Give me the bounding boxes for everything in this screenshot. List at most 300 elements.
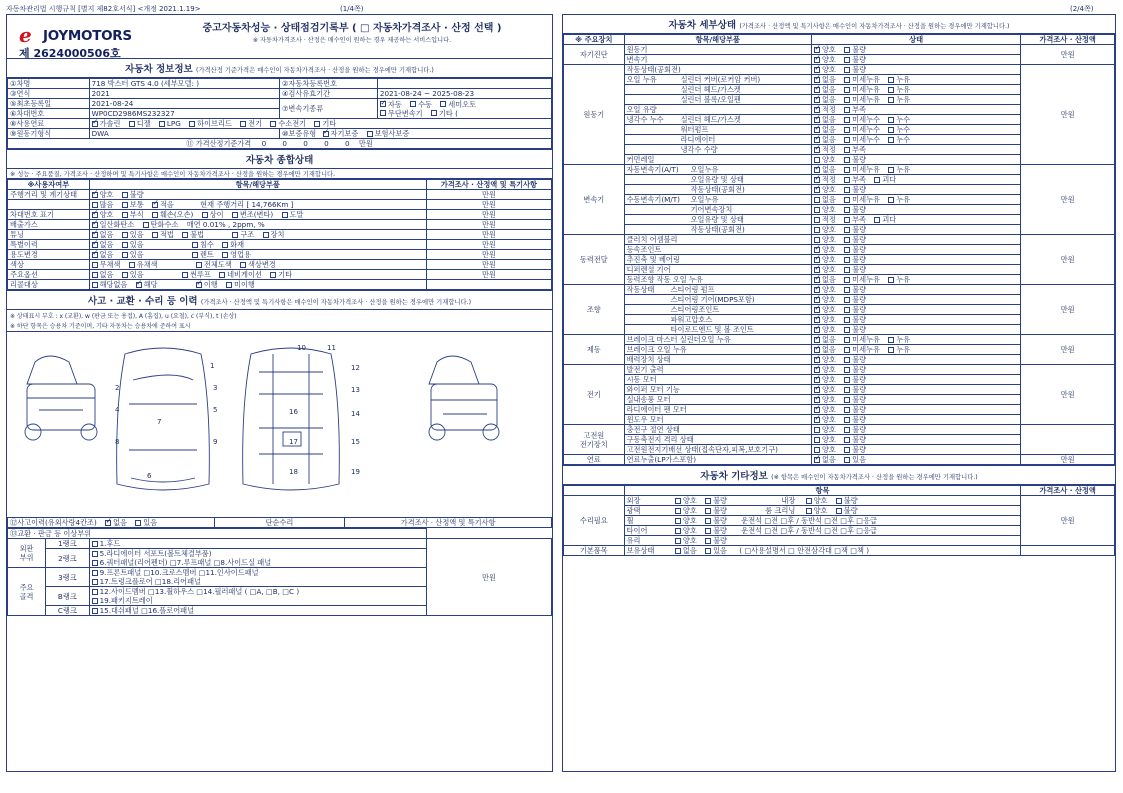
state-mt-gear [811,205,1020,215]
booster-good[interactable]: ✓ 양호 [814,355,836,364]
exchange-price: 만원 [426,539,551,616]
differential-bad[interactable]: 불량 [844,265,866,274]
label-firstreg: ⑤최초등록일 [8,99,90,109]
engine-diag-good[interactable]: ✓ 양호 [814,45,836,54]
basic-info-table [7,78,552,149]
accident-note: (가격조사 · 산정액 및 특기사항은 매수인이 자동차가격조사 · 산정을 원하는 경우에만 기재합니다.) [200,299,472,306]
fuel-hybrid[interactable]: 하이브리드 [189,119,232,128]
steering-joint-good[interactable]: ✓ 양호 [814,305,836,314]
item-steering-gear: 스티어링 기어(MDPS포함) [624,295,811,305]
label-simple-repair: 단순수리 [214,518,345,528]
cleaning-good[interactable]: 양호 [806,506,828,515]
item-mt-gear: 기어변속장치 [624,205,811,215]
usage-commercial[interactable]: 영업용 [222,250,251,259]
row-label-tuning: 튜닝 [8,230,90,240]
accident-yes[interactable]: 있음 [135,518,157,527]
state-at-oil [811,175,1020,185]
label-carname: ①차명 [8,79,90,89]
recall-notdone[interactable]: 미이행 [226,280,255,289]
price-base-cell [8,139,552,149]
row-label-color: 색상 [8,260,90,270]
vin-altered[interactable]: 변조(변타) [232,210,273,219]
row-value-recall [89,280,426,290]
starter-good[interactable]: ✓ 양호 [814,375,836,384]
oil-leak-1-none[interactable]: ✓ 없음 [814,75,836,84]
mileage-many[interactable]: 많음 [92,200,114,209]
fuel-electric[interactable]: 전기 [240,119,262,128]
table-row [564,425,1115,435]
ps-leak-leak[interactable]: 누유 [888,275,910,284]
state-steering-joint [811,305,1020,315]
power-hose-good[interactable]: ✓ 양호 [814,315,836,324]
polish-good[interactable]: 양호 [675,506,697,515]
opt-etc[interactable]: 기타 ( [431,109,458,118]
page-number-left: (1/4쪽) [340,5,364,13]
mt-leak-minor[interactable]: 미세누유 [844,195,880,204]
options-sunroof[interactable]: 썬루프 [182,270,211,279]
table-row [8,539,552,549]
table-row [564,235,1115,245]
group-frame: 주요 골격 [8,568,46,616]
warranty-cell [279,129,551,139]
item-at-leak: 자동변속기(A/T) 오일누유 [624,165,811,175]
coolant-3-leak[interactable]: 누수 [888,135,910,144]
table-row [8,260,552,270]
label-warranty: ⑩보증유형 [281,129,317,138]
at-idle-good[interactable]: ✓ 양호 [814,185,836,194]
basic-info-note: (가격산정 기준가격은 매수인이 자동차가격조사 · 산정을 원하는 경우에만 기재합니다.) [196,67,434,74]
clutch-good[interactable]: 양호 [814,235,836,244]
label-regno: ②자동차등록번호 [279,79,377,89]
history-fire[interactable]: 화재 [222,240,244,249]
item-blower: 실내송풍 모터 [624,395,811,405]
svg-text:19: 19 [351,468,360,476]
oil-amount-low[interactable]: 부족 [844,105,866,114]
table-row [8,270,552,280]
fuel-etc[interactable]: 기타 [314,119,336,128]
price-powertrain: 만원 [1021,235,1115,285]
coolant-2-none[interactable]: ✓ 없음 [814,125,836,134]
state-blower [811,395,1020,405]
table-row [564,165,1115,175]
usage-rental[interactable]: 렌트 [192,250,214,259]
alternator-bad[interactable]: 불량 [844,365,866,374]
history-flood[interactable]: 침수 [192,240,214,249]
mileage-good[interactable]: ✓ 양호 [92,190,114,199]
price-vin: 만원 [426,210,551,220]
vin-different[interactable]: 상이 [202,210,224,219]
at-idle-bad[interactable]: 불량 [844,185,866,194]
propshaft-good[interactable]: ✓ 양호 [814,255,836,264]
history-yes[interactable]: 있음 [122,240,144,249]
steering-gear-good[interactable]: ✓ 양호 [814,295,836,304]
opt-cvt[interactable]: 무단변속기 [380,109,423,118]
row-label-usage: 용도변경 [8,250,90,260]
color-achromatic[interactable]: 무채색 [92,260,121,269]
steering-pump-bad[interactable]: 불량 [844,285,866,294]
at-oil-over[interactable]: 괴다 [874,175,896,184]
ps-leak-minor[interactable]: 미세누유 [844,275,880,284]
mt-gear-bad[interactable]: 불량 [844,205,866,214]
tierod-good[interactable]: ✓ 양호 [814,325,836,334]
wiper-good[interactable]: ✓ 양호 [814,385,836,394]
glass-good[interactable]: 양호 [675,536,697,545]
alternator-good[interactable]: ✓ 양호 [814,365,836,374]
battery-isolation-bad[interactable]: 불량 [844,435,866,444]
item-cvjoint: 등속조인트 [624,245,811,255]
section-transmission: 변속기 [564,165,625,235]
window-motor-good[interactable]: ✓ 양호 [814,415,836,424]
oil-leak-3-minor[interactable]: 미세누유 [844,95,880,104]
item-differential: 디퍼렌셜 기어 [624,265,811,275]
svg-text:3: 3 [213,384,218,392]
group-repair-needed: 수리필요 [564,496,625,546]
starter-bad[interactable]: 불량 [844,375,866,384]
col-other-group [564,486,625,496]
fuel-leak-none[interactable]: ✓ 없음 [814,455,836,464]
polish-bad[interactable]: 불량 [705,506,727,515]
options-none[interactable]: 없음 [92,270,114,279]
value-engine-type: DWA [89,129,279,139]
parts-rank-b: 12.사이드멤버 □13.휠하우스 □14.필러패널 ( □A, □B, □C ) 19.패키지트레이 [89,587,426,606]
section-fuel: 연료 [564,455,625,465]
steering-gear-bad[interactable]: 불량 [844,295,866,304]
battery-isolation-good[interactable]: 양호 [814,435,836,444]
svg-text:7: 7 [157,418,162,426]
item-coolant-2: 워터펌프 [624,125,811,135]
vin-corrosion[interactable]: 부식 [122,210,144,219]
charge-port-bad[interactable]: 불량 [844,425,866,434]
accident-legend-2: ※ 하단 항목은 승용차 기준이며, 기타 자동차는 승용차에 준하여 표시 [7,321,552,332]
opt-auto[interactable]: ✓ 자동 [380,100,402,109]
rank-c: C랭크 [46,606,90,616]
svg-text:11: 11 [327,344,336,352]
at-oil-low[interactable]: 부족 [844,175,866,184]
price-emission: 만원 [426,220,551,230]
interior-bad[interactable]: 불량 [836,496,858,505]
radiator-fan-bad[interactable]: 불량 [844,405,866,414]
usage-yes[interactable]: 있음 [122,250,144,259]
propshaft-bad[interactable]: 불량 [844,255,866,264]
exterior-bad[interactable]: 불량 [705,496,727,505]
svg-text:18: 18 [289,468,298,476]
oil-leak-2-none[interactable]: ✓ 없음 [814,85,836,94]
table-header-row [564,35,1115,45]
wiper-bad[interactable]: 불량 [844,385,866,394]
engine-diag-bad[interactable]: 불량 [844,45,866,54]
booster-bad[interactable]: 불량 [844,355,866,364]
radiator-fan-good[interactable]: ✓ 양호 [814,405,836,414]
row-value-color [89,260,426,270]
oil-leak-1-minor[interactable]: 미세누유 [844,75,880,84]
tire-positions[interactable]: 운전석 □전 □후 / 동반석 □전 □후 □응급 [741,526,877,535]
price-fuel: 만원 [1021,455,1115,465]
wheel-good[interactable]: 양호 [675,516,697,525]
item-trans-diag: 변속기 [624,55,811,65]
fuel-leak-yes[interactable]: 있음 [844,455,866,464]
at-leak-leak[interactable]: 누유 [888,165,910,174]
opt-manual[interactable]: 수동 [410,100,432,109]
item-window-motor: 윈도우 모터 [624,415,811,425]
label-accident-price-note: 가격조사 · 산정액 및 특기사항 [345,518,552,528]
table-row [8,119,552,129]
mt-gear-good[interactable]: 양호 [814,205,836,214]
coolant-1-none[interactable]: ✓ 없음 [814,115,836,124]
mt-oil-low[interactable]: 부족 [844,215,866,224]
vin-damaged[interactable]: 훼손(오손) [152,210,193,219]
state-differential [811,265,1020,275]
wheel-bad[interactable]: 불량 [705,516,727,525]
recall-yes[interactable]: ✓ 해당 [136,280,158,289]
steering-joint-bad[interactable]: 불량 [844,305,866,314]
mt-leak-none[interactable]: 없음 [814,195,836,204]
vehicle-diagram [7,332,552,517]
oil-leak-2-minor[interactable]: 미세누유 [844,85,880,94]
svg-text:9: 9 [213,438,218,446]
row-value-emission [89,220,426,230]
brake-master-minor[interactable]: 미세누유 [844,335,880,344]
options-yes[interactable]: 있음 [122,270,144,279]
tire-bad[interactable]: 불량 [705,526,727,535]
label-transmission: ⑦변속기종류 [279,99,377,119]
mt-oil-over[interactable]: 괴다 [874,215,896,224]
table-row [8,230,552,240]
color-changed[interactable]: 색상변경 [240,260,276,269]
logo-mark: e [19,23,32,47]
row-label-history: 특별이력 [8,240,90,250]
blower-bad[interactable]: 불량 [844,395,866,404]
brake-oil-minor[interactable]: 미세누유 [844,345,880,354]
tuning-structure[interactable]: 구조 [232,230,254,239]
commonrail-bad[interactable]: 불량 [844,155,866,164]
detail-title: 자동차 세부상태 [668,20,737,31]
coolant-2-minor[interactable]: 미세누수 [844,125,880,134]
exterior-good[interactable]: 양호 [675,496,697,505]
state-engine-idle [811,65,1020,75]
oil-leak-1-leak[interactable]: 누유 [888,75,910,84]
other-title: 자동차 기타정보 [700,471,768,482]
value-vin: WP0CD2986MS232327 [89,109,279,119]
rank-2: 2랭크 [46,549,90,568]
state-clutch [811,235,1020,245]
tuning-legal[interactable]: 적법 [152,230,174,239]
table-row [8,250,552,260]
coolant-3-none[interactable]: ✓ 없음 [814,135,836,144]
tuning-yes[interactable]: 있음 [122,230,144,239]
label-engine-type: ⑨원동기형식 [8,129,90,139]
svg-text:2: 2 [115,384,120,392]
warranty-self[interactable]: ✓ 자기보증 [323,129,359,138]
at-leak-none[interactable]: ✓ 없음 [814,165,836,174]
basic-items-yes[interactable]: 있음 [705,546,727,555]
glass-bad[interactable]: 불량 [705,536,727,545]
coolant-3-minor[interactable]: 미세누수 [844,135,880,144]
fuel-diesel[interactable]: 디젤 [129,119,151,128]
price-self-diagnosis: 만원 [1021,45,1115,65]
brake-oil-none[interactable]: ✓ 없음 [814,345,836,354]
tuning-illegal[interactable]: 불법 [182,230,204,239]
svg-text:14: 14 [351,410,360,418]
table-row [8,190,552,200]
item-mt-idle: 작동상태(공회전) [624,225,811,235]
engine-idle-bad[interactable]: 불량 [844,65,866,74]
state-wiper [811,385,1020,395]
table-row [8,129,552,139]
value-year: 2021 [89,89,279,99]
price-basic-items [1021,546,1115,556]
fuel-lpg[interactable]: LPG [159,119,181,128]
overall-note: ※ 성능 · 주요품질, 가격조사 · 산정하며 및 특기사항은 매수인이 자동차가격조사 · 산정을 원하는 경우에만 기재합니다. [7,169,552,179]
item-commonrail: 커먼레일 [624,155,811,165]
state-cvjoint [811,245,1020,255]
table-row [564,335,1115,345]
color-chromatic[interactable]: 유채색 [129,260,158,269]
vin-erased[interactable]: 도말 [282,210,304,219]
price-usage: 만원 [426,250,551,260]
item-at-oil: 오일유량 및 상태 [624,175,811,185]
detail-band [563,15,1115,34]
brake-master-none[interactable]: ✓ 없음 [814,335,836,344]
emission-co[interactable]: ✓ 일산화탄소 [92,220,135,229]
hv-wiring-good[interactable]: 양호 [814,445,836,454]
trans-diag-good[interactable]: ✓ 양호 [814,55,836,64]
mt-oil-ok[interactable]: 적정 [814,215,836,224]
steering-pump-good[interactable]: ✓ 양호 [814,285,836,294]
accident-title: 사고 · 교환 · 수리 등 이력 [87,296,198,307]
parts-rank-1: 1.후드 [89,539,426,549]
cvjoint-good[interactable]: ✓ 양호 [814,245,836,254]
at-oil-ok[interactable]: ✓ 적정 [814,175,836,184]
mt-idle-good[interactable]: 양호 [814,225,836,234]
svg-text:13: 13 [351,386,360,394]
oil-leak-2-leak[interactable]: 누유 [888,85,910,94]
recall-done[interactable]: ✓ 이행 [196,280,218,289]
mileage-normal[interactable]: 보통 [122,200,144,209]
commonrail-good[interactable]: 양호 [814,155,836,164]
section-powertrain: 동력전달 [564,235,625,285]
cleaning-bad[interactable]: 불량 [836,506,858,515]
item-at-idle: 작동상태(공회전) [624,185,811,195]
table-row [8,240,552,250]
label-inspection: ④검사유효기간 [279,89,377,99]
tire-good[interactable]: 양호 [675,526,697,535]
item-oil-leak-1: 오일 누유 실린더 커버(로커암 커버) [624,75,811,85]
state-fuel-leak [811,455,1020,465]
tierod-bad[interactable]: 불량 [844,325,866,334]
item-engine-diag: 원동기 [624,45,811,55]
power-hose-bad[interactable]: 불량 [844,315,866,324]
engine-idle-good[interactable]: ✓ 양호 [814,65,836,74]
fuel-hydrogen[interactable]: 수소전기 [270,119,306,128]
oil-amount-ok[interactable]: ✓ 적정 [814,105,836,114]
rank-b: B랭크 [46,587,90,606]
coolant-1-leak[interactable]: 누수 [888,115,910,124]
blower-good[interactable]: ✓ 양호 [814,395,836,404]
recall-na[interactable]: 해당없음 [92,280,128,289]
ps-leak-none[interactable]: ✓ 없음 [814,275,836,284]
row-label-recall: 리콜대상 [8,280,90,290]
state-mt-leak [811,195,1020,205]
interior-good[interactable]: 양호 [806,496,828,505]
charge-port-good[interactable]: 양호 [814,425,836,434]
state-coolant-1 [811,115,1020,125]
label-exchange-parts: ⑬교환 · 판금 등 이상부위 [8,529,427,539]
brake-oil-leak[interactable]: 누유 [888,345,910,354]
usage-none[interactable]: ✓ 없음 [92,250,114,259]
mt-leak-leak[interactable]: 누유 [888,195,910,204]
table-row [564,546,1115,556]
price-repair-needed: 만원 [1021,496,1115,546]
emission-hc[interactable]: 탄화수소 [143,220,179,229]
coolant-amount-low[interactable]: 부족 [844,145,866,154]
value-regno [377,79,551,89]
basic-items-list[interactable]: ( □사용설명서 □ 안전삼각대 □잭 □책 ) [739,546,870,555]
options-etc[interactable]: 기타 [270,270,292,279]
basic-items-none[interactable]: 없음 [675,546,697,555]
history-none[interactable]: ✓ 없음 [92,240,114,249]
price-electric: 만원 [1021,365,1115,425]
logo-text: JOYMOTORS [43,28,132,44]
wheel-positions[interactable]: 운전석 □전 □후 / 동반석 □전 □후 □응급 [741,516,877,525]
label-fuel: ⑧사용연료 [8,119,90,129]
hv-wiring-bad[interactable]: 불량 [844,445,866,454]
item-oil-leak-2: 실린더 헤드/가스켓 [624,85,811,95]
brake-master-leak[interactable]: 누유 [888,335,910,344]
color-fullpaint[interactable]: 전체도색 [196,260,232,269]
fuel-gasoline[interactable]: ✓ 가솔린 [92,119,121,128]
document-number: 제 2624000506호 [19,47,121,60]
price-tuning: 만원 [426,230,551,240]
oil-leak-3-leak[interactable]: 누유 [888,95,910,104]
oil-leak-3-none[interactable]: ✓ 없음 [814,95,836,104]
value-transmission [377,99,551,119]
coolant-2-leak[interactable]: 누수 [888,125,910,134]
at-leak-minor[interactable]: 미세누유 [844,165,880,174]
item-brake-oil: 브레이크 오일 누유 [624,345,811,355]
differential-good[interactable]: ✓ 양호 [814,265,836,274]
col-main-device: ※ 주요장치 [564,35,625,45]
window-motor-bad[interactable]: 불량 [844,415,866,424]
accident-none[interactable]: ✓ 없음 [105,518,127,527]
cvjoint-bad[interactable]: 불량 [844,245,866,254]
svg-text:12: 12 [351,364,360,372]
vin-good[interactable]: ✓ 양호 [92,210,114,219]
state-brake-oil [811,345,1020,355]
opt-semiauto[interactable]: 세미오토 [440,100,476,109]
clutch-bad[interactable]: 불량 [844,235,866,244]
mileage-current: 현재 주행거리 [ 14,766Km ] [200,200,294,209]
mileage-bad[interactable]: 불량 [122,190,144,199]
state-charge-port [811,425,1020,435]
mileage-few[interactable]: ✓ 적음 [152,200,174,209]
mt-idle-bad[interactable]: 불량 [844,225,866,234]
tuning-none[interactable]: ✓ 없음 [92,230,114,239]
trans-diag-bad[interactable]: 불량 [844,55,866,64]
coolant-amount-ok[interactable]: ✓ 적정 [814,145,836,154]
other-row-glass: 유리 양호 불량 [624,536,1021,546]
basic-info-title: 자동차 정보정보 [125,64,193,75]
section-engine: 원동기 [564,65,625,165]
label-base-price: ⑪ 가격산정기준가격 [186,139,252,148]
state-engine-diag [811,45,1020,55]
tuning-device[interactable]: 장치 [263,230,285,239]
coolant-1-minor[interactable]: 미세누수 [844,115,880,124]
options-navigation[interactable]: 네비게이션 [219,270,262,279]
state-starter [811,375,1020,385]
other-row-wheel: 휠 양호 불량 운전석 □전 □후 / 동반석 □전 □후 □응급 [624,516,1021,526]
state-power-steering-leak [811,275,1020,285]
warranty-insurer[interactable]: 보험사보증 [367,129,410,138]
